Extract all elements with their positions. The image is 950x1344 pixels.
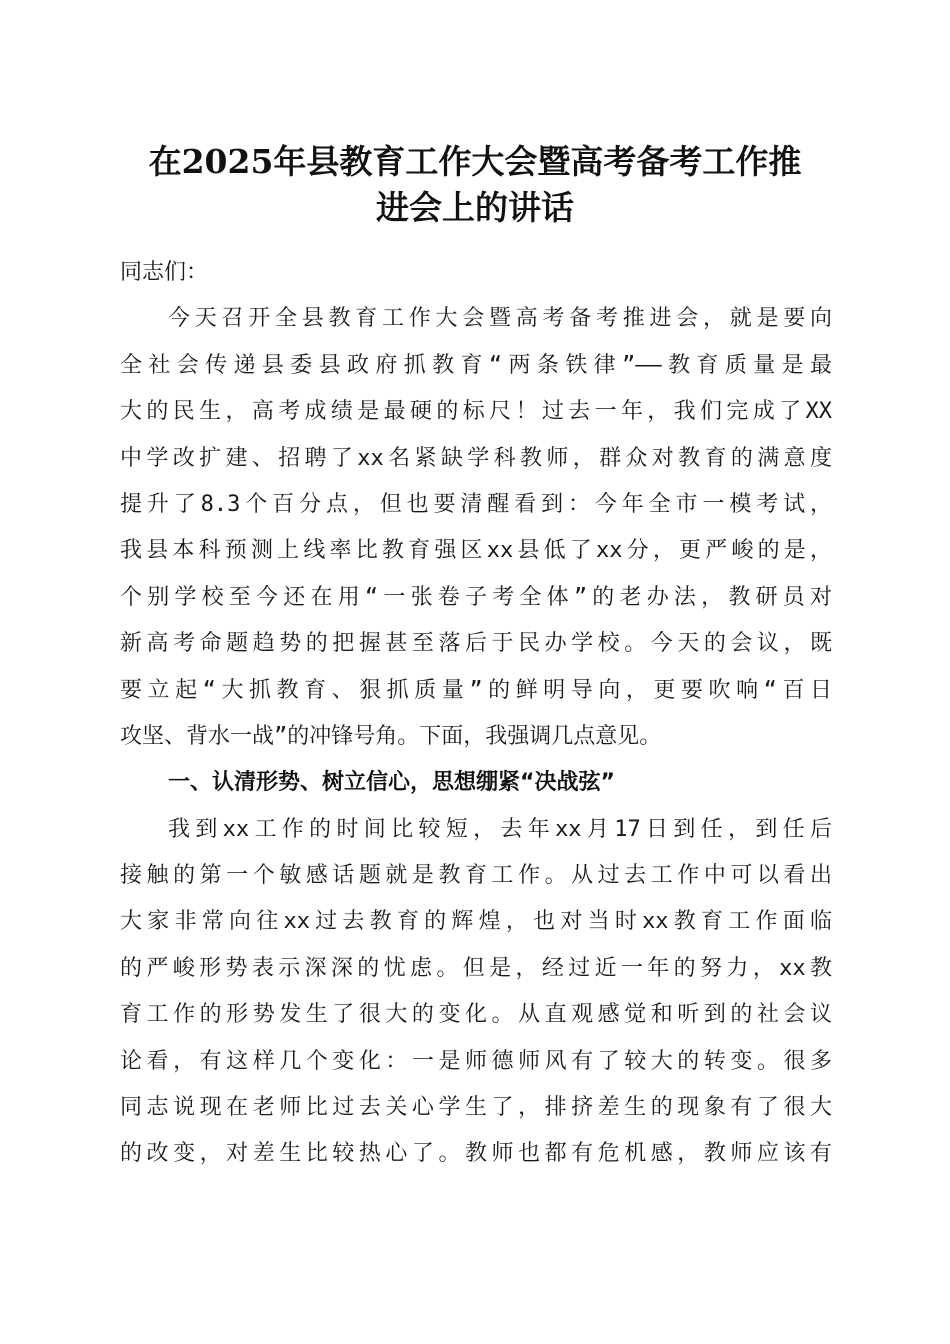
document-body: [120, 250, 832, 1178]
paragraph-line: 我到xx工作的时间比较短，去年xx月17日到任，到任后: [168, 816, 832, 842]
salutation: 同志们：: [120, 260, 209, 285]
paragraph-line: 攻坚、背水一战”的冲锋号角。下面，我强调几点意见。: [120, 723, 662, 749]
paragraph-line: 同志说现在老师比过去关心学生了，排挤差生的现象有了很大: [120, 1095, 832, 1121]
paragraph-line: 的严峻形势表示深深的忧虑。但是，经过近一年的努力，xx教: [120, 955, 832, 981]
paragraph-line: 提升了8.3个百分点，但也要清醒看到：今年全市一模考试，: [120, 491, 832, 517]
paragraph-line: 中学改扩建、招聘了xx名紧缺学科教师，群众对教育的满意度: [120, 445, 832, 471]
paragraph-line: 论看，有这样几个变化：一是师德师风有了较大的转变。很多: [120, 1048, 832, 1074]
paragraph-line: 的改变，对差生比较热心了。教师也都有危机感，教师应该有: [120, 1141, 832, 1167]
title-line-1: 在2025年县教育工作大会暨高考备考工作推: [148, 142, 802, 181]
paragraph-line: 全社会传递县委县政府抓教育“两条铁律”——教育质量是最: [120, 352, 832, 378]
paragraph-line: 大的民生，高考成绩是最硬的标尺！过去一年，我们完成了XX: [120, 399, 832, 425]
document-title: [100, 138, 850, 231]
paragraph-line: 大家非常向往xx过去教育的辉煌，也对当时xx教育工作面临: [120, 909, 832, 935]
paragraph-line: 要立起“大抓教育、狠抓质量”的鲜明导向，更要吹响“百日: [120, 677, 832, 703]
paragraph-line: 新高考命题趋势的把握甚至落后于民办学校。今天的会议，既: [120, 631, 832, 657]
paragraph-line: 接触的第一个敏感话题就是教育工作。从过去工作中可以看出: [120, 863, 832, 889]
paragraph-line: 个别学校至今还在用“一张卷子考全体”的老办法，教研员对: [120, 584, 832, 610]
section-heading: 一、认清形势、树立信心，思想绷紧“决战弦”: [168, 770, 615, 796]
title-line-2: 进会上的讲话: [376, 188, 574, 228]
paragraph-line: 今天召开全县教育工作大会暨高考备考推进会，就是要向: [168, 306, 832, 332]
paragraph-line: 我县本科预测上线率比教育强区xx县低了xx分，更严峻的是，: [120, 538, 832, 564]
paragraph-line: 育工作的形势发生了很大的变化。从直观感觉和听到的社会议: [120, 1002, 832, 1028]
